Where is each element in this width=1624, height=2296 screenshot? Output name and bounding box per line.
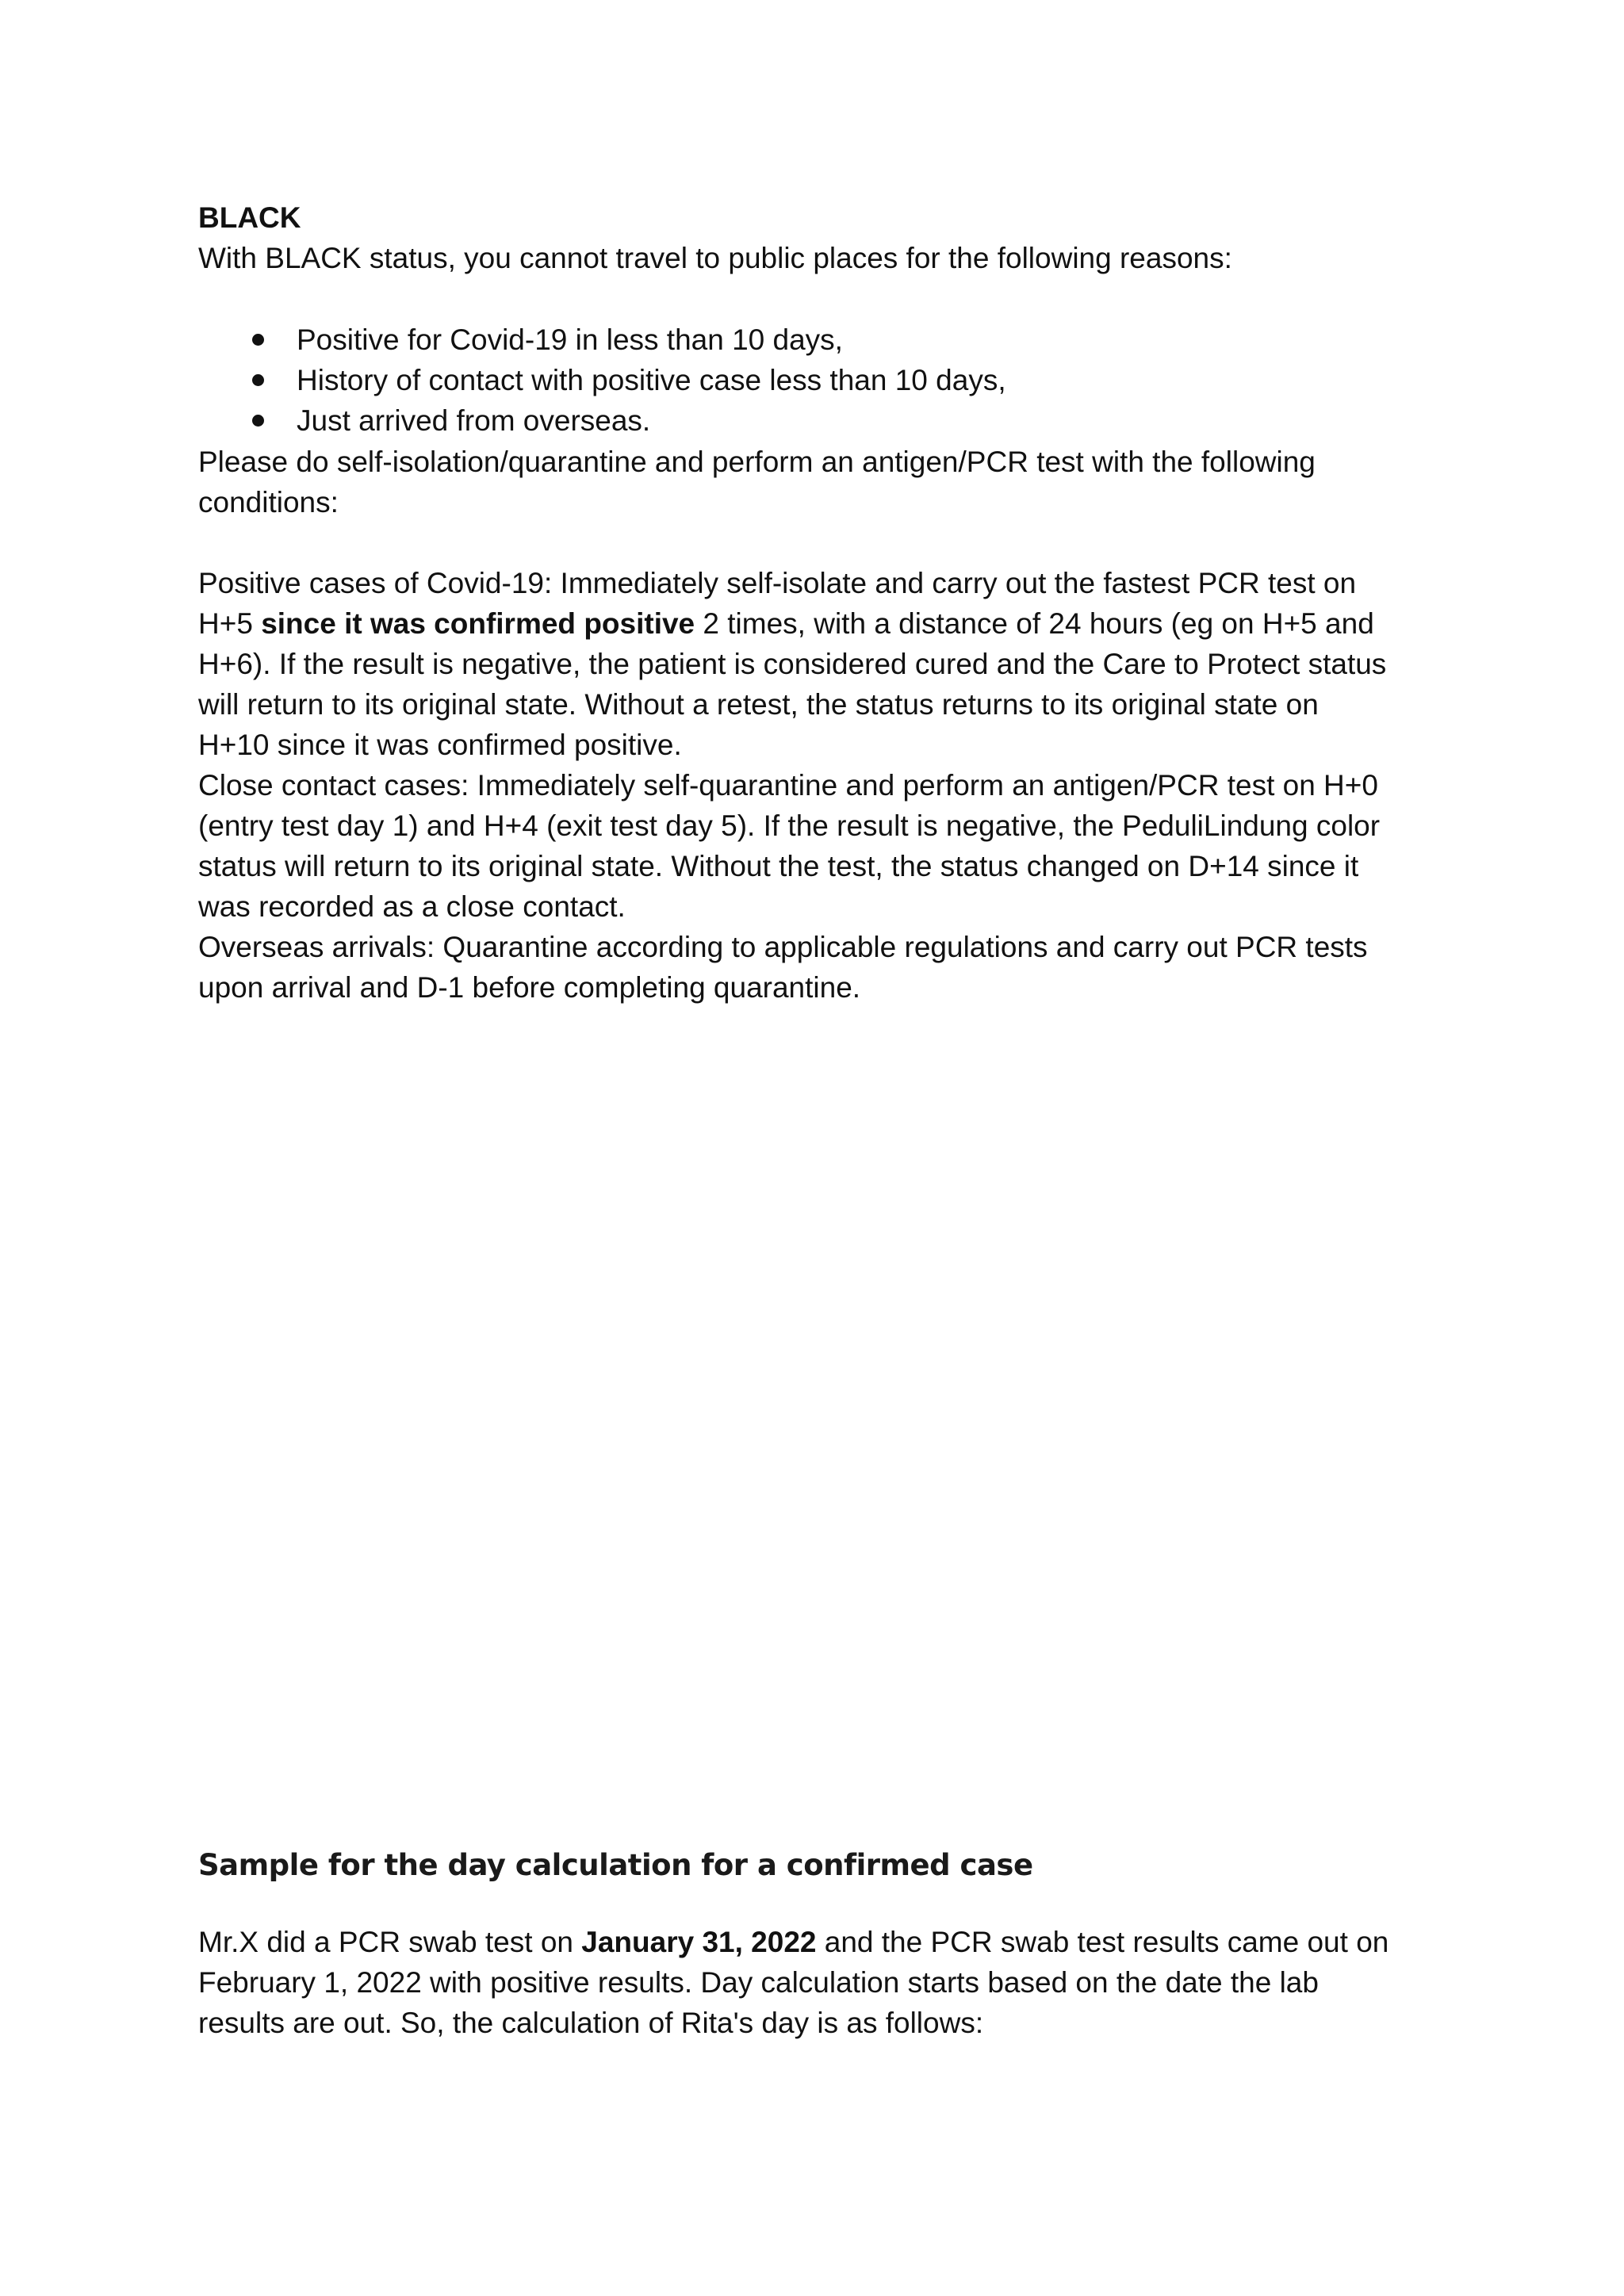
positive-cases-paragraph [198,563,1435,765]
overseas-arrivals-paragraph [198,927,1435,1008]
black-status-intro [198,197,1435,278]
list-item [198,320,1435,360]
emphasis-date: January 31, 2022 [581,1926,817,1958]
paragraph-line: H+6). If the result is negative, the patient is considered cured and the Care to Protect status [198,648,1387,680]
paragraph-text: 2 times, with a distance of 24 hours (eg on H+5 and [695,607,1374,640]
sample-section-heading: Sample for the day calculation for a confirmed case [198,1848,1033,1882]
reason-text: History of contact with positive case less than 10 days, [297,364,1006,396]
paragraph-line: Overseas arrivals: Quarantine according to applicable regulations and carry out PCR tests [198,931,1368,963]
reason-text: Just arrived from overseas. [297,404,651,437]
bullet-icon [252,415,264,427]
bullet-icon [252,334,264,346]
paragraph-text: and the PCR swab test results came out on [816,1926,1389,1958]
sample-paragraph [198,1922,1435,2043]
paragraph-line: H+10 since it was confirmed positive. [198,729,682,761]
paragraph-line: (entry test day 1) and H+4 (exit test day 5). If the result is negative, the PeduliLindung color [198,809,1381,842]
paragraph-text: Mr.X did a PCR swab test on [198,1926,582,1958]
paragraph-line: Positive cases of Covid-19: Immediately self-isolate and carry out the fastest PCR test on [198,567,1357,599]
instruction-paragraph [198,442,1435,522]
paragraph-line: upon arrival and D-1 before completing quarantine. [198,971,861,1004]
list-item [198,360,1435,400]
reason-text: Positive for Covid-19 in less than 10 days, [297,323,843,356]
paragraph-line: was recorded as a close contact. [198,890,626,923]
paragraph-line: will return to its original state. Without a retest, the status returns to its original state on [198,688,1319,721]
paragraph-line: February 1, 2022 with positive results. Day calculation starts based on the date the lab [198,1966,1319,1999]
paragraph-line: results are out. So, the calculation of Rita's day is as follows: [198,2007,984,2039]
close-contact-paragraph [198,765,1435,927]
emphasis-text: since it was confirmed positive [261,607,695,640]
black-status-title: BLACK [198,201,301,234]
paragraph-line: Close contact cases: Immediately self-quarantine and perform an antigen/PCR test on H+0 [198,769,1378,802]
paragraph-line: conditions: [198,486,339,519]
bullet-icon [252,374,264,386]
paragraph-line [198,603,1435,644]
paragraph-line: Please do self-isolation/quarantine and perform an antigen/PCR test with the following [198,446,1316,478]
black-status-intro-text: With BLACK status, you cannot travel to public places for the following reasons: [198,242,1232,274]
paragraph-line [198,1922,1435,1962]
list-item [198,400,1435,441]
reasons-list [198,320,1435,441]
paragraph-line: status will return to its original state. Without the test, the status changed on D+14 since it [198,850,1359,882]
paragraph-text: H+5 [198,607,262,640]
